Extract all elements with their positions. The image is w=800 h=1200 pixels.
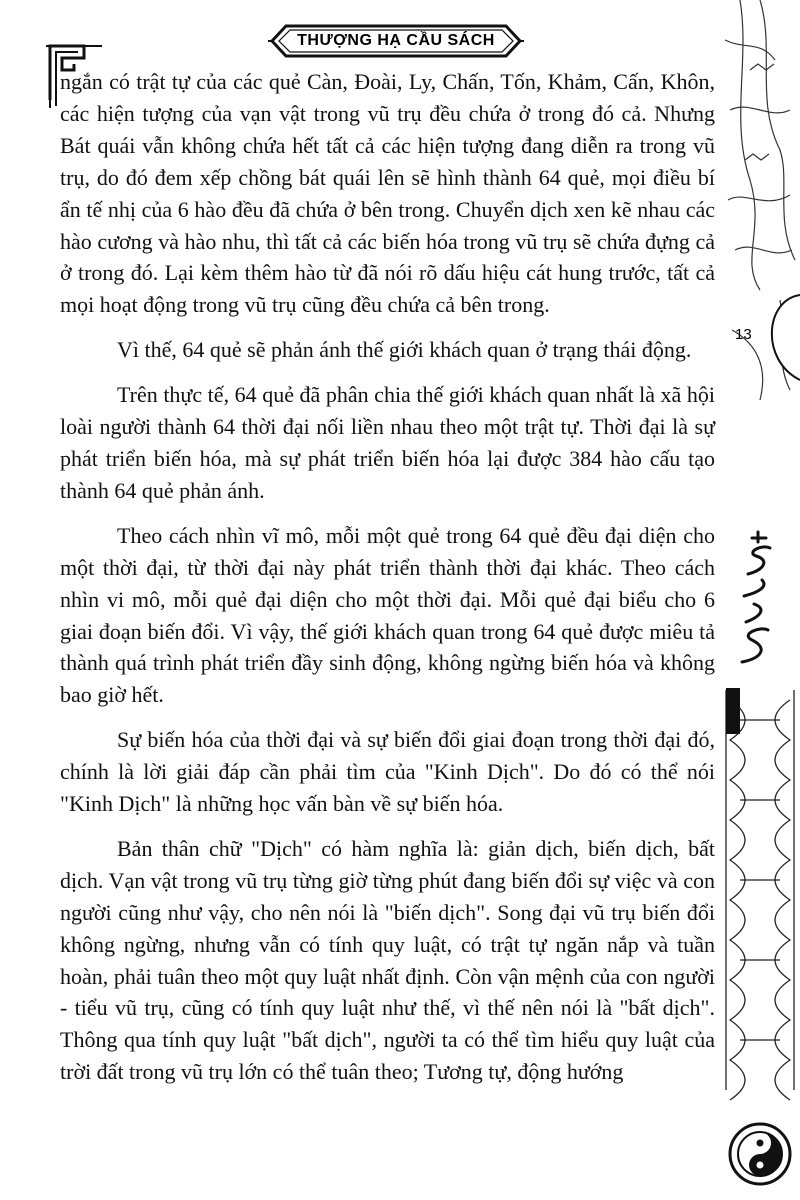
body-text	[60, 66, 715, 1101]
paragraph: Vì thế, 64 quẻ sẽ phản ánh thế giới khách quan ở trạng thái động.	[117, 337, 692, 363]
calligraphy-signature-icon	[732, 530, 780, 670]
page-number: 13	[735, 326, 752, 343]
paragraph: Trên thực tế, 64 quẻ đã phân chia thế giới khách quan nhất là xã hội loài người thành 64 thời đại nối liền nhau theo một trật tự. Thời đại là sự phát triển biến hóa, mà sự phát triển biến hóa lại được 384 hào cấu tạo thành 64 quẻ phản ánh.	[60, 382, 715, 503]
paragraph: Sự biến hóa của thời đại và sự biến đổi giai đoạn trong thời đại đó, chính là lời giải đáp cần phải tìm của "Kinh Dịch". Do đó có thể nói "Kinh Dịch" là những học vấn bàn về sự biến hóa.	[60, 727, 715, 817]
paragraph: Bản thân chữ "Dịch" có hàm nghĩa là: giản dịch, biến dịch, bất dịch. Vạn vật trong vũ trụ từng giờ từng phút đang biến đổi sự việc và con người cũng như vậy, cho nên nói là "biến dịch". Song đại vũ trụ biến đổi không ngừng, nhưng vẫn có tính quy luật, có trật tự ngăn nắp và tuần hoàn, phải tuân theo một quy luật nhất định. Còn vận mệnh của con người - tiểu vũ trụ, cũng có tính quy luật như thế, vì thế nên nói là "bất dịch". Thông qua tính quy luật "bất dịch", người ta có thể tìm hiểu quy luật của trời đất trong vũ trụ lớn có thể tuân theo; Tương tự, động hướng	[60, 835, 715, 1085]
running-header-title: THƯỢNG HẠ CẦU SÁCH	[297, 32, 495, 49]
header-banner	[268, 22, 524, 60]
paragraph: Theo cách nhìn vĩ mô, mỗi một quẻ trong 64 quẻ đều đại diện cho một thời đại, từ thời đại này phát triển thành thời đại khác. Theo cách nhìn vi mô, mỗi quẻ đại diện cho một thời đại. Mỗi quẻ đại biểu cho 6 giai đoạn biến đổi. Vì vậy, thế giới khách quan trong 64 quẻ được miêu tả thành quá trình phát triển đầy sinh động, không ngừng biến hóa và không bao giờ hết.	[60, 522, 715, 708]
yin-yang-icon	[728, 1122, 792, 1186]
paragraph: ngắn có trật tự của các quẻ Càn, Đoài, Ly, Chấn, Tốn, Khảm, Cấn, Khôn, các hiện tượng của vạn vật trong vũ trụ đều chứa ở trong đó cả. Nhưng Bát quái vẫn không chứa hết tất cả các hiện tượng đang diễn ra trong vũ trụ, do đó đem xếp chồng bát quái lên sẽ hình thành 64 quẻ, mọi điều bí ẩn tế nhị của 6 hào đều đã chứa ở bên trong. Chuyển dịch xen kẽ nhau các hào cương và hào nhu, thì tất cả các biến hóa trong vũ trụ sẽ chứa đựng cả ở trong đó. Lại kèm thêm hào từ đã nói rõ dấu hiệu cát hung trước, tất cả mọi hoạt động trong vũ trụ cũng đều chứa cả bên trong.	[60, 69, 715, 318]
